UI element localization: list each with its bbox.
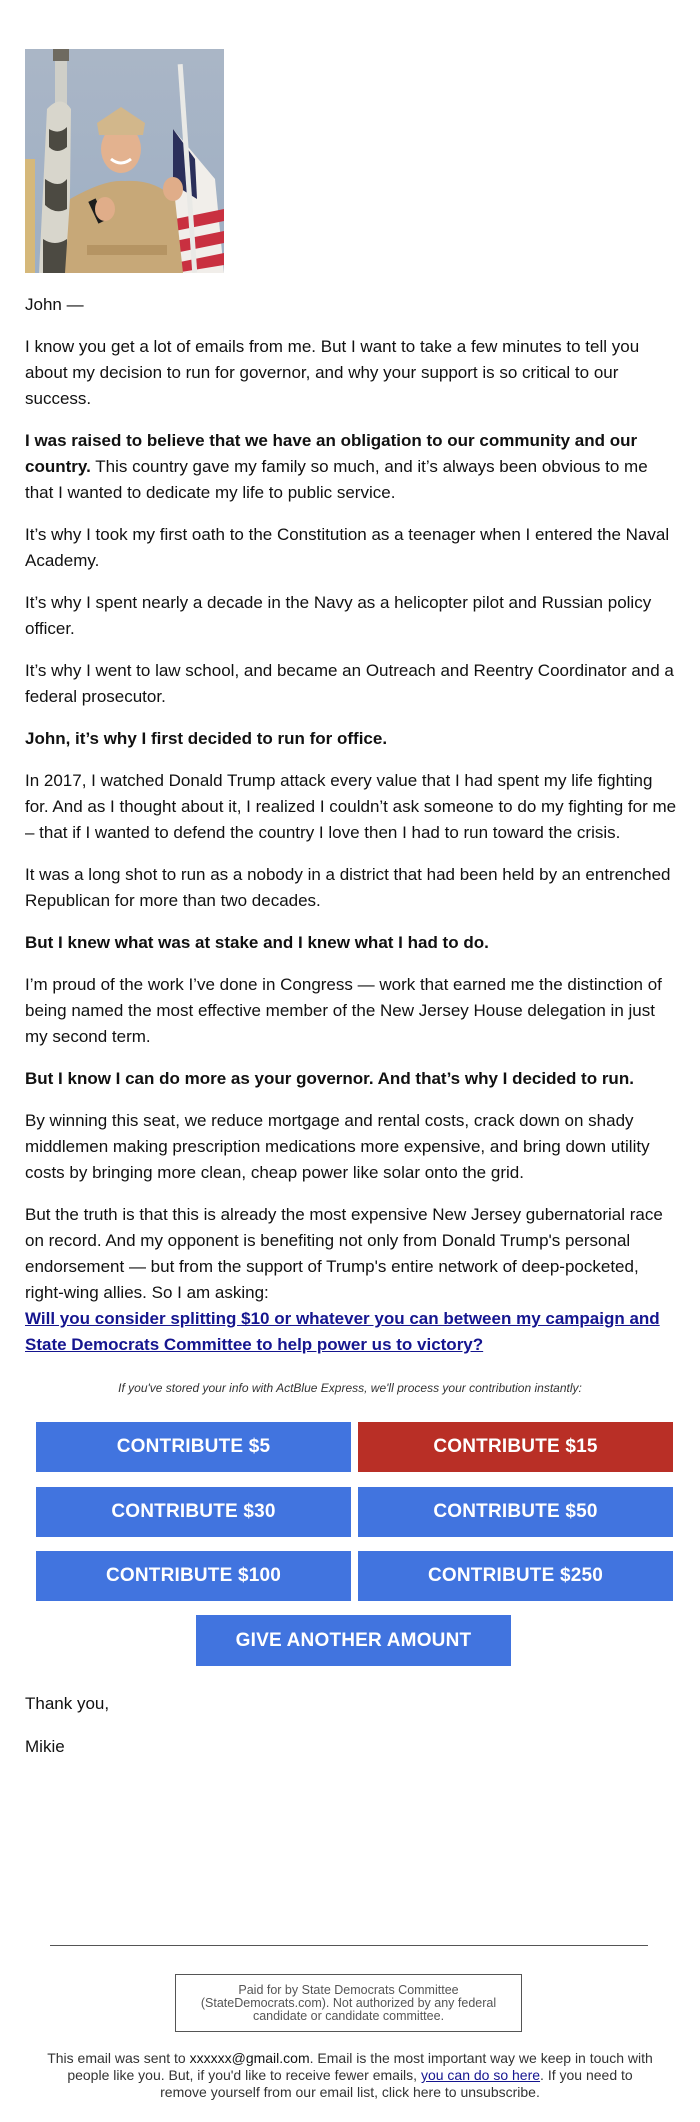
cta-paragraph [25, 1306, 680, 1358]
contribute-100-button[interactable]: CONTRIBUTE $100 [36, 1551, 351, 1601]
paragraph: It was a long shot to run as a nobody in a district that had been held by an entrenched Republican for more than two decades. [25, 865, 671, 910]
paragraph: By winning this seat, we reduce mortgage and rental costs, crack down on shady middlemen making prescription medications more expensive, and bring down utility costs by bringing more clean, cheap power like solar onto the grid. [25, 1111, 650, 1182]
paragraph: I know you get a lot of emails from me. But I want to take a few minutes to tell you about my decision to run for governor, and why your support is so critical to our success. [25, 337, 640, 408]
paragraph-bold [25, 726, 680, 752]
contribute-50-button[interactable]: CONTRIBUTE $50 [358, 1487, 673, 1537]
paragraph: But the truth is that this is already the most expensive New Jersey gubernatorial race on record. And my opponent is benefiting not only from Donald Trump's personal endorsement — but from the support of Trump's entire network of deep-pocketed, right-wing allies. So I am asking: [25, 1205, 663, 1302]
contribute-30-button[interactable]: CONTRIBUTE $30 [36, 1487, 351, 1537]
paragraph: In 2017, I watched Donald Trump attack every value that I had spent my life fighting for. And as I thought about it, I realized I couldn’t ask someone to do my fighting for me – that if I wanted to defend the country I love then I had to run toward the crisis. [25, 771, 677, 842]
greeting: John — [25, 295, 84, 314]
portrait-photo-icon [25, 49, 224, 273]
paragraph-bold [25, 930, 680, 956]
letter-body [25, 292, 680, 1322]
disclaimer-text: Paid for by State Democrats Committee (StateDemocrats.com). Not authorized by any federal candidate or candidate committee. [200, 1982, 497, 2023]
paragraph [25, 428, 680, 506]
paragraph-text: This country gave my family so much, and it’s always been obvious to me that I wanted to dedicate my life to public service. [25, 457, 648, 502]
footer-prefix: This email was sent to [47, 2050, 190, 2066]
recipient-email: xxxxxx@gmail.com [189, 2050, 310, 2066]
fewer-emails-link[interactable]: you can do so here [420, 2067, 541, 2083]
footer-suffix: . If you need to remove yourself from our email list, click here to unsubscribe. [160, 2067, 633, 2100]
candidate-photo [25, 49, 224, 273]
paid-for-disclaimer [175, 1974, 522, 2032]
signoff-name: Mikie [25, 1737, 65, 1756]
paragraph-bold-lead: I was raised to believe that we have an obligation to our community and our country. [25, 431, 638, 476]
give-another-amount-button[interactable]: GIVE ANOTHER AMOUNT [196, 1615, 511, 1666]
paragraph-bold [25, 1066, 680, 1092]
footer-middle: . Email is the most important way we keep in touch with people like you. But, if you'd like to receive fewer emails, [67, 2050, 653, 2083]
footer-divider [50, 1945, 648, 1946]
bold-text: John, it’s why I first decided to run for office. [25, 729, 388, 748]
contribute-15-button[interactable]: CONTRIBUTE $15 [358, 1422, 673, 1472]
contribute-250-button[interactable]: CONTRIBUTE $250 [358, 1551, 673, 1601]
paragraph: It’s why I went to law school, and became an Outreach and Reentry Coordinator and a federal prosecutor. [25, 661, 674, 706]
paragraph: It’s why I took my first oath to the Constitution as a teenager when I entered the Naval Academy. [25, 525, 670, 570]
signoff-thanks: Thank you, [25, 1694, 110, 1713]
actblue-express-note: If you've stored your info with ActBlue Express, we'll process your contribution instantly: [118, 1381, 582, 1395]
bold-text: But I know I can do more as your governor. And that’s why I decided to run. [25, 1069, 634, 1088]
contribute-5-button[interactable]: CONTRIBUTE $5 [36, 1422, 351, 1472]
footer-text [45, 2050, 655, 2101]
paragraph: I’m proud of the work I’ve done in Congress — work that earned me the distinction of being named the most effective member of the New Jersey House delegation in just my second term. [25, 975, 662, 1046]
donate-cta-link[interactable]: Will you consider splitting $10 or whatever you can between my campaign and State Democrats Committee to help power us to victory? [25, 1309, 660, 1354]
bold-text: But I knew what was at stake and I knew what I had to do. [25, 933, 489, 952]
paragraph: It’s why I spent nearly a decade in the Navy as a helicopter pilot and Russian policy officer. [25, 593, 652, 638]
